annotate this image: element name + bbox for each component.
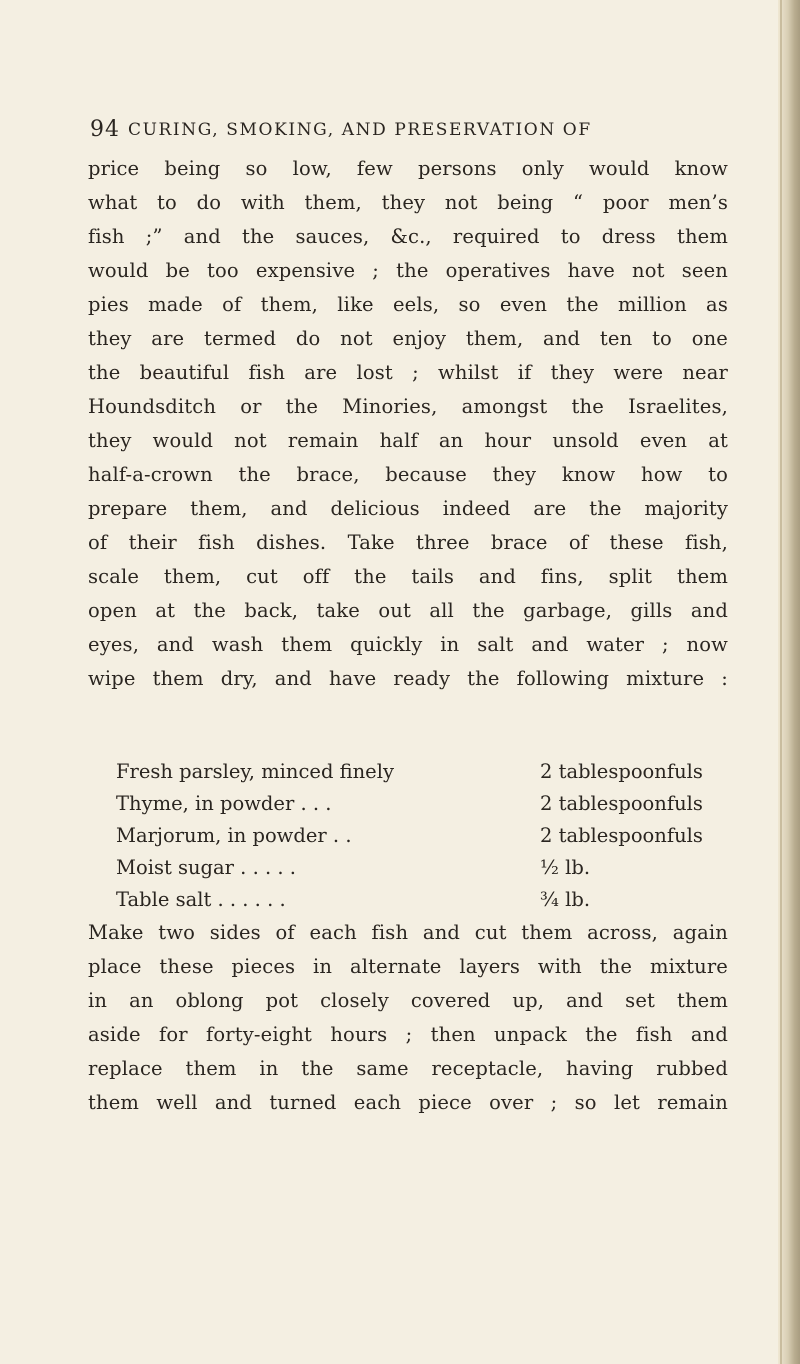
text-line: pies made of them, like eels, so even the million as [88,293,728,316]
text-line: of their fish dishes. Take three brace of these fish, [88,531,728,554]
ingredient-quantity: 2 tablespoonfuls [540,760,703,783]
recipe-row-salt [116,884,728,916]
ingredient-quantity: 2 tablespoonfuls [540,792,703,815]
ingredient-name: Moist sugar . . . . . [116,856,296,879]
recipe-row-marjorum [116,820,728,852]
recipe-row-thyme [116,788,728,820]
paragraph-1 [88,152,728,696]
recipe-ingredients-list [116,756,728,916]
text-line: Make two sides of each fish and cut them across, again [88,921,728,944]
text-line: them well and turned each piece over ; so let remain [88,1091,728,1114]
page-edge-line [780,0,782,1364]
text-line: prepare them, and delicious indeed are the majority [88,497,728,520]
text-line: place these pieces in alternate layers with the mixture [88,955,728,978]
text-line: Houndsditch or the Minories, amongst the Israelites, [88,395,728,418]
text-line: wipe them dry, and have ready the following mixture : [88,667,728,690]
recipe-row-parsley [116,756,728,788]
page-number: 94 [90,117,120,142]
text-line: replace them in the same receptacle, having rubbed [88,1057,728,1080]
text-line: fish ;” and the sauces, &c., required to dress them [88,225,728,248]
text-line: eyes, and wash them quickly in salt and water ; now [88,633,728,656]
ingredient-quantity: ¾ lb. [540,888,591,911]
text-line: the beautiful fish are lost ; whilst if they were near [88,361,728,384]
ingredient-quantity: 2 tablespoonfuls [540,824,703,847]
ingredient-name: Fresh parsley, minced finely [116,760,394,783]
text-line: in an oblong pot closely covered up, and set them [88,989,728,1012]
ingredient-name: Thyme, in powder . . . [116,792,332,815]
text-line: half-a-crown the brace, because they know how to [88,463,728,486]
running-head: CURING, SMOKING, AND PRESERVATION OF [128,120,592,140]
text-line: they are termed do not enjoy them, and ten to one [88,327,728,350]
ingredient-name: Table salt . . . . . . [116,888,286,911]
text-line: what to do with them, they not being “ poor men’s [88,191,728,214]
text-line: aside for forty-eight hours ; then unpack the fish and [88,1023,728,1046]
text-line: price being so low, few persons only would know [88,157,728,180]
recipe-row-sugar [116,852,728,884]
text-line: open at the back, take out all the garbage, gills and [88,599,728,622]
text-line: would be too expensive ; the operatives have not seen [88,259,728,282]
page-header [90,110,710,150]
paragraph-2 [88,916,728,1120]
text-line: scale them, cut off the tails and fins, split them [88,565,728,588]
ingredient-name: Marjorum, in powder . . [116,824,352,847]
ingredient-quantity: ½ lb. [540,856,591,879]
text-line: they would not remain half an hour unsold even at [88,429,728,452]
